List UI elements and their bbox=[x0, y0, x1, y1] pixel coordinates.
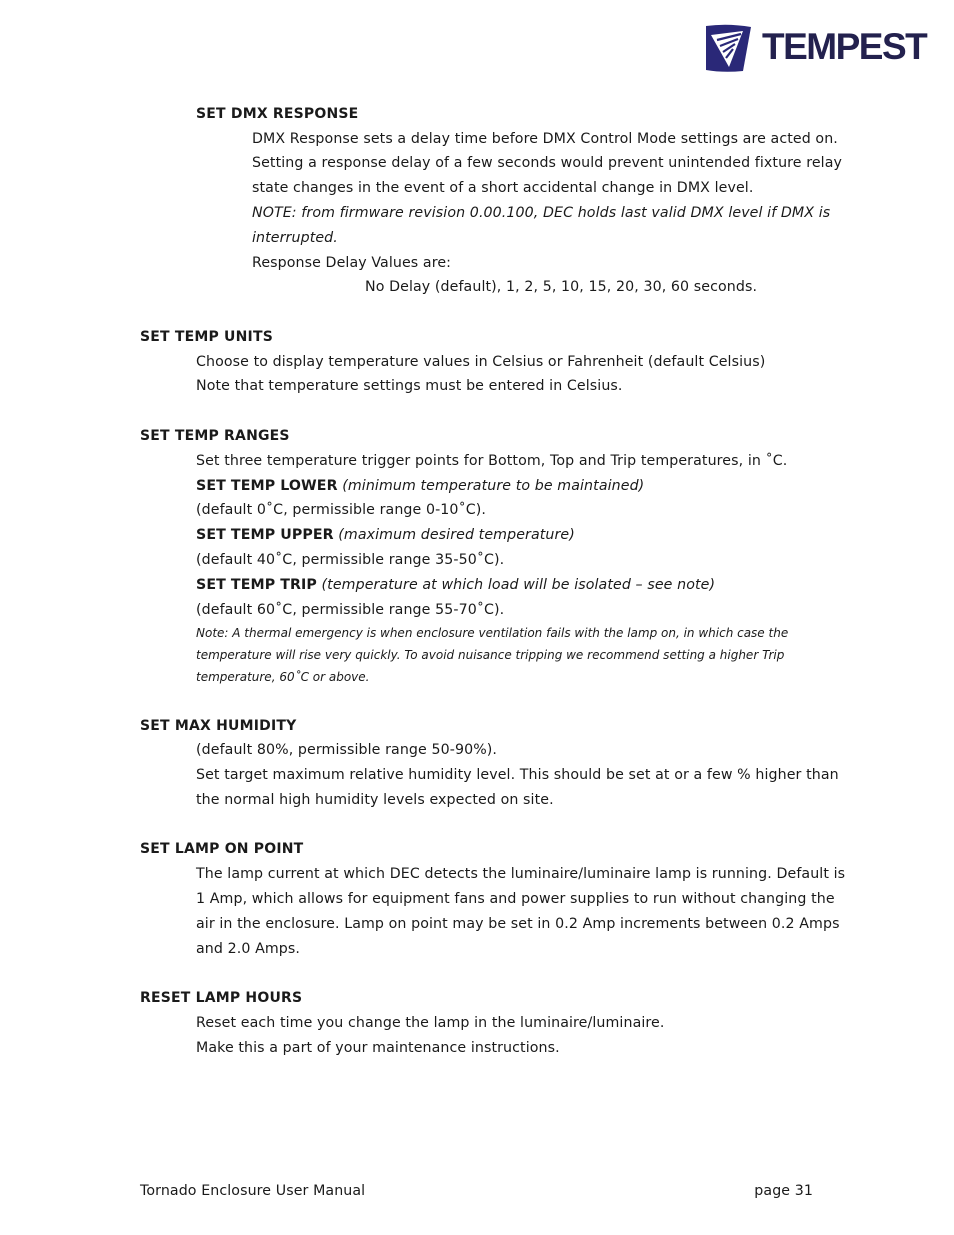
paragraph-line: Setting a response delay of a few seconds would prevent unintended fixture relay bbox=[252, 155, 843, 171]
temp-trip-desc: (temperature at which load will be isolated – see note) bbox=[316, 577, 716, 593]
section-heading-lamp-on: SET LAMP ON POINT bbox=[140, 841, 304, 857]
paragraph-line: Make this a part of your maintenance instructions. bbox=[196, 1040, 560, 1056]
temp-lower-label: SET TEMP LOWER bbox=[196, 478, 338, 494]
values-list: No Delay (default), 1, 2, 5, 10, 15, 20, 30, 60 seconds. bbox=[365, 279, 758, 295]
page-number: page 31 bbox=[754, 1183, 813, 1199]
section-heading-humidity: SET MAX HUMIDITY bbox=[140, 718, 297, 734]
temp-lower-desc: (minimum temperature to be maintained) bbox=[337, 478, 645, 494]
footer-title: Tornado Enclosure User Manual bbox=[140, 1183, 366, 1199]
temp-trip-label: SET TEMP TRIP bbox=[196, 577, 317, 593]
note-line: interrupted. bbox=[252, 230, 338, 246]
paragraph-line: Set three temperature trigger points for Bottom, Top and Trip temperatures, in ˚C. bbox=[196, 453, 788, 469]
temp-upper-label: SET TEMP UPPER bbox=[196, 527, 334, 543]
temp-trip-line bbox=[196, 577, 715, 593]
paragraph-line: (default 80%, permissible range 50-90%). bbox=[196, 742, 498, 758]
temp-upper-desc: (maximum desired temperature) bbox=[333, 527, 575, 543]
logo-sail-icon bbox=[703, 23, 753, 74]
paragraph-line: the normal high humidity levels expected on site. bbox=[196, 792, 554, 808]
temp-upper-line bbox=[196, 527, 575, 543]
temp-lower-line bbox=[196, 478, 644, 494]
paragraph-line: DMX Response sets a delay time before DMX Control Mode settings are acted on. bbox=[252, 131, 838, 147]
paragraph-line: Set target maximum relative humidity level. This should be set at or a few % higher than bbox=[196, 767, 839, 783]
paragraph-line: air in the enclosure. Lamp on point may be set in 0.2 Amp increments between 0.2 Amps bbox=[196, 916, 840, 932]
values-label: Response Delay Values are: bbox=[252, 255, 452, 271]
section-heading-temp-units: SET TEMP UNITS bbox=[140, 329, 273, 345]
section-heading-lamp-hours: RESET LAMP HOURS bbox=[140, 990, 303, 1006]
thermal-note-line: temperature, 60˚C or above. bbox=[196, 670, 370, 684]
thermal-note-line: temperature will rise very quickly. To avoid nuisance tripping we recommend setting a higher Trip bbox=[196, 648, 785, 662]
paragraph-line: state changes in the event of a short accidental change in DMX level. bbox=[252, 180, 754, 196]
paragraph-line: The lamp current at which DEC detects the luminaire/luminaire lamp is running. Default is bbox=[196, 866, 846, 882]
paragraph-line: Note that temperature settings must be entered in Celsius. bbox=[196, 378, 623, 394]
logo-wordmark: TEMPEST bbox=[762, 26, 927, 67]
paragraph-line: and 2.0 Amps. bbox=[196, 941, 301, 957]
temp-lower-default: (default 0˚C, permissible range 0-10˚C). bbox=[196, 502, 487, 518]
section-heading-temp-ranges: SET TEMP RANGES bbox=[140, 428, 290, 444]
note-line: NOTE: from firmware revision 0.00.100, DEC holds last valid DMX level if DMX is bbox=[252, 205, 831, 221]
paragraph-line: Choose to display temperature values in Celsius or Fahrenheit (default Celsius) bbox=[196, 354, 766, 370]
thermal-note-line: Note: A thermal emergency is when enclosure ventilation fails with the lamp on, in which case the bbox=[196, 626, 789, 640]
temp-upper-default: (default 40˚C, permissible range 35-50˚C). bbox=[196, 552, 505, 568]
paragraph-line: 1 Amp, which allows for equipment fans and power supplies to run without changing the bbox=[196, 891, 835, 907]
temp-trip-default: (default 60˚C, permissible range 55-70˚C). bbox=[196, 602, 505, 618]
paragraph-line: Reset each time you change the lamp in the luminaire/luminaire. bbox=[196, 1015, 665, 1031]
section-heading-dmx: SET DMX RESPONSE bbox=[196, 106, 359, 122]
